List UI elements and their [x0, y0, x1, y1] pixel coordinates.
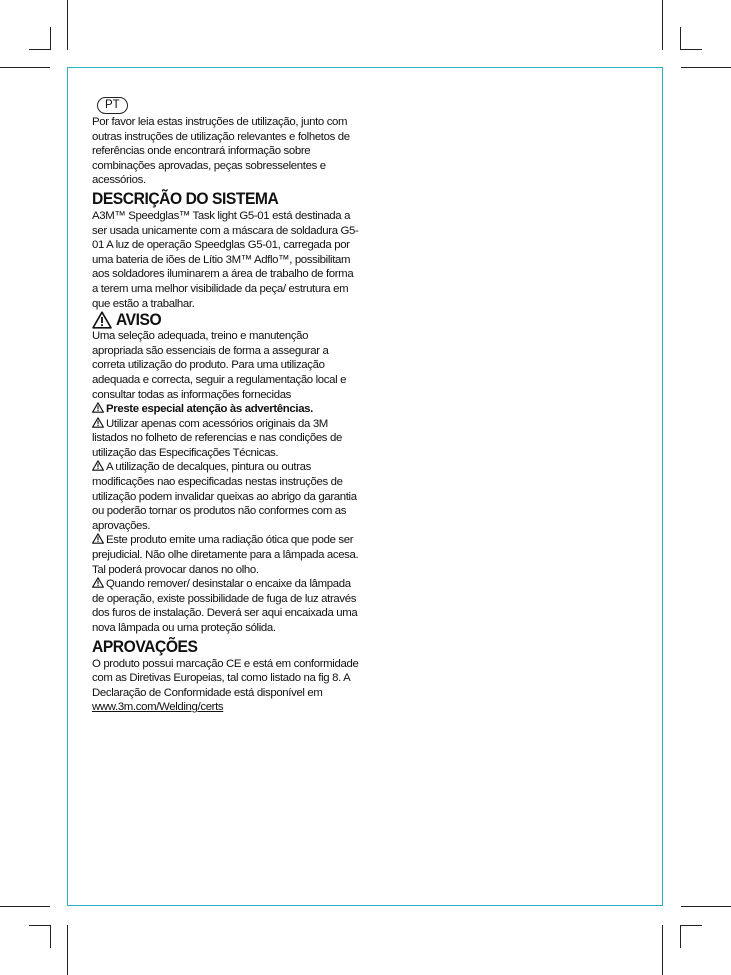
warning-text: Uma seleção adequada, treino e manutenção apropriada são essenciais de forma a assegurar a correta utilização do produto. Para uma utilização adequada e correcta, seguir a regulamentação local e consultar todas as informações fornecidas: [92, 330, 347, 401]
crop-mark: [680, 27, 681, 49]
warning-triangle-icon: [92, 402, 104, 413]
crop-mark: [680, 926, 681, 948]
warning-item: [92, 417, 360, 461]
warning-item: [92, 577, 360, 635]
warning-item-text: Utilizar apenas com acessórios originais da 3M listados no folheto de referencias e nas condições de utilização das Especificações Técnicas.: [92, 417, 342, 459]
crop-mark: [680, 925, 702, 926]
warning-attention-line: [92, 402, 360, 417]
crop-mark: [662, 0, 663, 50]
crop-mark: [680, 49, 702, 50]
approvals-heading: APROVAÇÕES: [92, 636, 198, 656]
document-body: [92, 97, 360, 715]
crop-mark: [50, 926, 51, 948]
warning-triangle-icon: [92, 460, 104, 471]
crop-mark: [29, 925, 51, 926]
crop-mark: [0, 67, 50, 68]
warning-triangle-icon: [92, 417, 104, 428]
warning-item: [92, 533, 360, 577]
warning-item-text: Quando remover/ desinstalar o encaixe da lâmpada de operação, existe possibilidade de fuga de luz através dos furos de instalação. Deverá ser aqui encaixada uma nova lâmpada ou uma proteção sólida.: [92, 578, 358, 634]
certifications-link[interactable]: www.3m.com/Welding/certs: [92, 701, 224, 714]
warning-attention-text: Preste especial atenção às advertências.: [106, 403, 313, 416]
crop-mark: [662, 925, 663, 975]
crop-mark: [0, 906, 50, 907]
warning-triangle-icon: [92, 577, 104, 588]
approvals-text: O produto possui marcação CE e está em conformidade com as Diretivas Europeias, tal como listado na fig 8. A Declaração de Conformidade está disponível em: [92, 657, 359, 699]
warning-item-text: A utilização de decalques, pintura ou outras modificações nao especificadas nestas instruções de utilização podem invalidar queixas ao abrigo da garantia ou poderão tornar os produtos não conformes com as aprovações.: [92, 461, 357, 532]
crop-mark: [67, 0, 68, 50]
warning-triangle-icon: [92, 311, 112, 329]
intro-paragraph: Por favor leia estas instruções de utilização, junto com outras instruções de utilização relevantes e folhetos de referências onde encontrará informação sobre combinações aprovadas, peças sobresselentes e acessórios.: [92, 116, 350, 187]
warning-triangle-icon: [92, 533, 104, 544]
crop-mark: [681, 67, 731, 68]
crop-mark: [50, 27, 51, 49]
crop-mark: [29, 49, 51, 50]
crop-mark: [681, 906, 731, 907]
warning-item: [92, 460, 360, 533]
warning-heading-row: [92, 311, 360, 329]
system-description-text: A3M™ Speedglas™ Task light G5-01 está destinada a ser usada unicamente com a máscara de soldadura G5-01 A luz de operação Speedglas G5-01, carregada por uma bateria de iões de Lítio 3M™ Adflo™, possibilitam aos soldadores iluminarem a área de trabalho de forma a terem uma melhor visibilidade da peça/ estrutura em que estão a trabalhar.: [92, 209, 359, 310]
language-badge: PT: [97, 97, 128, 114]
warning-item-text: Este produto emite uma radiação ótica que pode ser prejudicial. Não olhe diretamente para a lâmpada acesa. Tal poderá provocar danos no olho.: [92, 534, 359, 576]
crop-mark: [67, 925, 68, 975]
warning-heading: AVISO: [116, 310, 162, 330]
system-description-heading: DESCRIÇÃO DO SISTEMA: [92, 188, 279, 208]
